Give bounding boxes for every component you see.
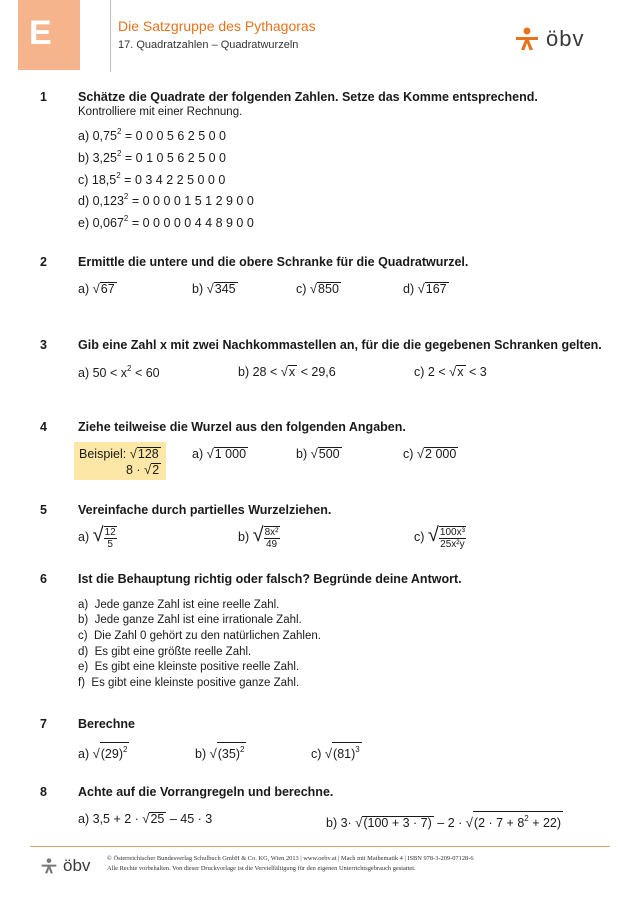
publisher-logo bbox=[514, 26, 584, 52]
logo-text: öbv bbox=[546, 26, 585, 51]
task-item: b) √500 bbox=[296, 446, 340, 461]
list-item: f) Es gibt eine kleinste positive ganze Zahl. bbox=[78, 677, 300, 689]
task-item: a) √67 bbox=[78, 281, 115, 296]
task-item: c) $√(81)^3$ bbox=[311, 742, 362, 761]
footer-logo-text: öbv bbox=[63, 856, 91, 875]
footer-divider bbox=[30, 846, 610, 847]
task-item: b) $3,25^2 = 0$ 1 0 5 6 2 5 0 0 bbox=[78, 149, 227, 165]
task-item: e) $0,067^2 = 0$ 0 0 0 0 4 4 8 9 0 0 bbox=[78, 214, 254, 230]
task-item: b) √ $\frac{\text{8x²}}{49}$ bbox=[238, 524, 279, 550]
list-item: e) Es gibt eine kleinste positive reelle Zahl. bbox=[78, 661, 300, 673]
task-number: 4 bbox=[40, 420, 47, 434]
task-item: a) √ $\frac{12}{5}$ bbox=[78, 524, 116, 550]
example-line-2: 8 · √2 bbox=[126, 462, 160, 477]
task-item: b) √345 bbox=[192, 281, 236, 296]
footer-logo bbox=[40, 856, 90, 876]
task-item: a) 3,5 + 2 · √25 – 45 · 3 bbox=[78, 811, 213, 826]
task-item: a) $0,75^2 = 0$ 0 0 5 6 2 5 0 0 bbox=[78, 127, 227, 143]
task-item: d) $0,123^2 = 0$ 0 0 0 1 5 1 2 9 0 0 bbox=[78, 192, 254, 208]
task-question: Gib eine Zahl x mit zwei Nachkommastellen an, für die die gegebenen Schranken gelten. bbox=[78, 338, 602, 352]
task-number: 3 bbox=[40, 338, 47, 352]
chapter-letter: E bbox=[29, 14, 52, 52]
task-number: 6 bbox=[40, 572, 47, 586]
task-number: 1 bbox=[40, 90, 47, 104]
task-item: c) √ $\frac{\text{100x³}}{\text{25x²y}}$ bbox=[414, 524, 465, 550]
list-item: a) Jede ganze Zahl ist eine reelle Zahl. bbox=[78, 599, 280, 611]
task-question: Berechne bbox=[78, 717, 135, 731]
page-subtitle: 17. Quadratzahlen – Quadratwurzeln bbox=[118, 39, 299, 51]
list-item: b) Jede ganze Zahl ist eine irrationale Zahl. bbox=[78, 614, 302, 626]
task-question: Ziehe teilweise die Wurzel aus den folgenden Angaben. bbox=[78, 420, 406, 434]
task-item: c) $18,5^2 = 0$ 3 4 2 2 5 0 0 0 bbox=[78, 171, 226, 187]
task-question: Vereinfache durch partielles Wurzelziehen. bbox=[78, 503, 332, 517]
task-item: b) $3\cdot √(100 + 3 \cdot 7) - 2 \cdot √(2 \cdot 7 + 8^2 + 22)$ bbox=[326, 811, 563, 830]
page-title: Die Satzgruppe des Pythagoras bbox=[118, 18, 316, 34]
task-question: Achte auf die Vorrangregeln und berechne. bbox=[78, 785, 334, 799]
task-item: a) $√(29)^2$ bbox=[78, 742, 129, 761]
task-item: c) √850 bbox=[296, 281, 339, 296]
task-item: c) √2 000 bbox=[403, 446, 457, 461]
task-question: Ermittle die untere und die obere Schranke für die Quadratwurzel. bbox=[78, 255, 469, 269]
task-number: 5 bbox=[40, 503, 47, 517]
obv-figure-icon bbox=[514, 27, 540, 51]
task-number: 7 bbox=[40, 717, 47, 731]
task-question: Ist die Behauptung richtig oder falsch? Begründe deine Antwort. bbox=[78, 572, 462, 586]
task-question: Schätze die Quadrate der folgenden Zahlen. Setze das Komme entsprechend. bbox=[78, 90, 538, 104]
example-line-1: Beispiel: √128 bbox=[79, 446, 159, 461]
footer-line-1: © Österreichischer Bundesverlag Schulbuch GmbH & Co. KG, Wien 2013 | www.oebv.at | Mach mit Mathematik 4 | ISBN 978-3-209-07128-6 bbox=[107, 855, 474, 862]
list-item: d) Es gibt eine größte reelle Zahl. bbox=[78, 646, 252, 658]
task-number: 8 bbox=[40, 785, 47, 799]
task-item: d) √167 bbox=[403, 281, 447, 296]
list-item: c) Die Zahl 0 gehört zu den natürlichen Zahlen. bbox=[78, 630, 321, 642]
task-item: a) $50 < x^2 < 60$ bbox=[78, 364, 160, 380]
footer-copyright bbox=[107, 854, 607, 873]
task-item: b) 28 < √x < 29,6 bbox=[238, 364, 336, 379]
task-item: c) 2 < √x < 3 bbox=[414, 364, 487, 379]
task-number: 2 bbox=[40, 255, 47, 269]
header-divider bbox=[110, 0, 111, 72]
obv-figure-icon bbox=[40, 858, 58, 874]
task-subline: Kontrolliere mit einer Rechnung. bbox=[78, 106, 243, 118]
footer-line-2: Alle Rechte vorbehalten. Von dieser Druckvorlage ist die Vervielfältigung für den eigenen Unterrichtsgebrauch gestattet. bbox=[107, 864, 416, 872]
task-item: b) $√(35)^2$ bbox=[195, 742, 246, 761]
task-item: a) √1 000 bbox=[192, 446, 247, 461]
